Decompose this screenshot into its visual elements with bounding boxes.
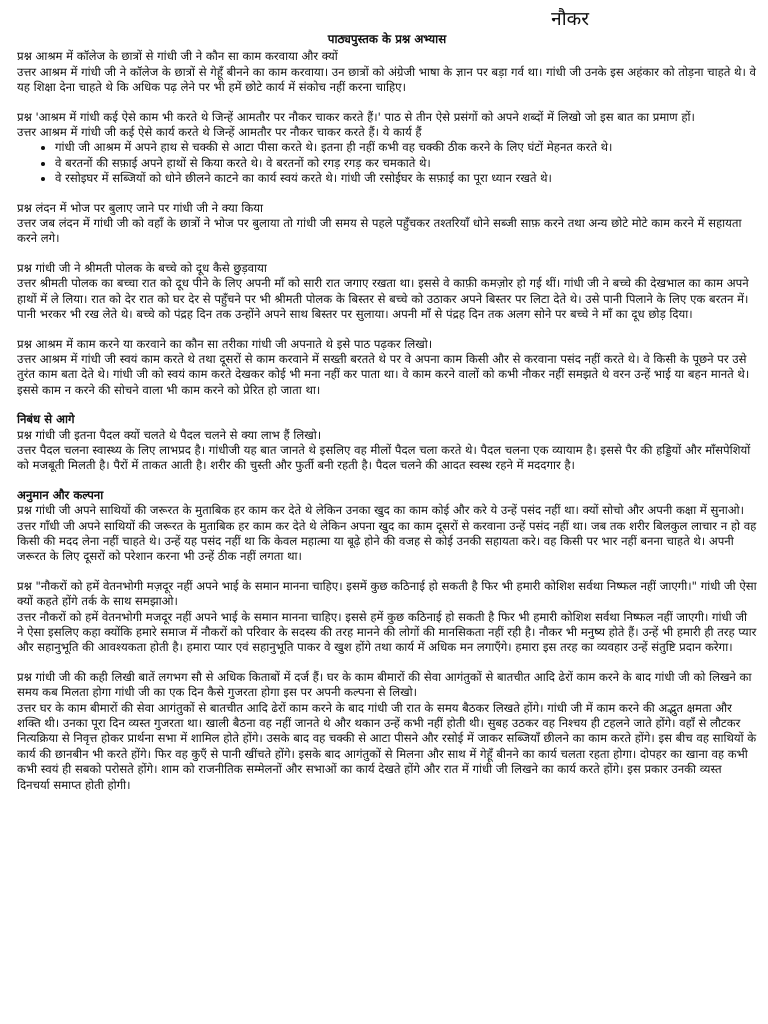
- section-heading: निबंध से आगे: [17, 412, 75, 427]
- answer-text: उत्तर घर के काम बीमारों की सेवा आगंतुकों से बातचीत आदि ढेरों काम करने के बाद गांधी जी रात के समय बैठकर लिखते होंगे। गांधी जी में काम करने की अद्भुत क्षमता और शक्ति थी। उनका पूरा दिन व्यस्त गुजरता था। खाली बैठना वह नहीं जानते थे और थकान उन्हें कभी नहीं होती थी। सुबह उठकर वह निश्चय ही टहलने जाते होंगे। वहाँ से लौटकर नित्यक्रिया से निवृत्त होकर प्रार्थना सभा में शामिल होते होंगे। उसके बाद वह चक्की से आटा पीसने और रसोई में जाकर सब्जियाँ छीलने का काम करते होंगे। इस बीच वह साथियों के कार्य की छानबीन भी करते होंगे। फिर वह कुएँ से पानी खींचते होंगे। इसके बाद आगंतुकों से मिलना और साथ में गेहूँ बीनने का कार्य चलता रहता होगा। दोपहर का खाना वह कभी कभी स्वयं ही सबको परोसते होंगे। शाम को राजनीतिक सम्मेलनों और सभाओं का कार्य देखते होंगे और रात में गांधी जी लिखने का कार्य करते होंगे। इस प्रकार उनकी व्यस्त दिनचर्या समाप्त होती होगी।: [17, 700, 757, 792]
- qa-block-8: [17, 579, 757, 656]
- answer-text: उत्तर आश्रम में गांधी जी ने कॉलेज के छात्रों से गेहूँ बीनने का काम करवाया। उन छात्रों को अंग्रेजी भाषा के ज्ञान पर बड़ा गर्व था। गांधी जी उनके इस अहंकार को तोड़ना चाहते थे। वे यह शिक्षा देना चाहते थे कि अधिक पढ़ लेने पर भी हमें छोटे कार्य में संकोच नहीं करना चाहिए।: [17, 64, 756, 95]
- page-title: नौकर: [551, 8, 589, 30]
- question-text: प्रश्न लंदन में भोज पर बुलाए जाने पर गांधी जी ने क्या किया: [17, 200, 264, 215]
- bullet-item: • गांधी जी आश्रम में अपने हाथ से चक्की से आटा पीसा करते थे। इतना ही नहीं कभी वह चक्की ठीक करने के लिए घंटों मेहनत करते थे।: [55, 140, 757, 155]
- answer-text: उत्तर आश्रम में गांधी जी स्वयं काम करते थे तथा दूसरों से काम करवाने में सख्ती बरतते थे पर वे अपना काम किसी और से करवाना पसंद नहीं करते थे। वे किसी के पूछने पर उसे तुरंत काम बता देते थे। गांधी जी को स्वयं काम करते देखकर कोई भी मना नहीं कर पाता था। वे काम करने वालों को कभी नौकर नहीं समझते थे वरन उन्हें भाई या बहन मानते थे। इससे काम न करने की सोचने वाला भी काम करने को प्रेरित हो जाता था।: [17, 351, 750, 397]
- answer-text: उत्तर आश्रम में गांधी जी कई ऐसे कार्य करते थे जिन्हें आमतौर पर नौकर चाकर करते हैं। ये कार्य हैं: [17, 125, 422, 140]
- qa-block-1: [17, 49, 757, 95]
- answer-text: उत्तर श्रीमती पोलक का बच्चा रात को दूध पीने के लिए अपनी माँ को सारी रात जगाए रखता था। इससे वे काफ़ी कमज़ोर हो गई थीं। गांधी जी ने बच्चे की देखभाल का काम अपने हाथों में ले लिया। रात को देर रात को घर देर से पहुँचने पर भी श्रीमती पोलक के बिस्तर से बच्चे को उठाकर अपने बिस्तर पर लिटा देते थे। उसे पानी पिलाने के लिए एक बरतन में। पानी भरकर भी रख लेते थे। बच्चे को पंद्रह दिन तक उन्होंने अपने साथ बिस्तर पर सुलाया। अपनी माँ से पंद्रह दिन तक अलग सोने पर बच्चे ने माँ का दूध छोड़ दिया।: [17, 276, 749, 322]
- document-page: [17, 0, 757, 793]
- question-text: प्रश्न गांधी जी अपने साथियों की जरूरत के मुताबिक हर काम कर देते थे लेकिन उनका खुद का काम कोई और करे ये उन्हें पसंद नहीं था। क्यों सोचो और अपनी कक्षा में सुनाओ।: [17, 503, 745, 518]
- qa-block-4: [17, 261, 757, 323]
- section-anuman: [17, 488, 757, 565]
- qa-block-2: [17, 110, 757, 187]
- bullet-item: • वे रसोइघर में सब्जियों को धोने छीलने काटने का कार्य स्वयं करते थे। गांधी जी रसोईघर के सफ़ाई का पूरा ध्यान रखते थे।: [55, 171, 757, 186]
- qa-block-9: [17, 670, 757, 793]
- question-text: प्रश्न "नौकरों को हमें वेतनभोगी मज़दूर नहीं अपने भाई के समान मानना चाहिए। इसमें कुछ कठिनाई हो सकती है फिर भी हमारी कोशिश सर्वथा निष्फल नहीं जाएगी।" गांधी जी ऐसा क्यों कहते होंगे तर्क के साथ समझाओ।: [17, 578, 757, 609]
- answer-text: उत्तर नौकरों को हमें वेतनभोगी मजदूर नहीं अपने भाई के समान मानना चाहिए। इससे हमें कुछ कठिनाई हो सकती है फिर भी हमारी कोशिश सर्वथा निष्फल नहीं जाएगी। गांधी जी ने ऐसा इसलिए कहा क्योंकि हमारे समाज में नौकरों को परिवार के सदस्य की तरह मानने की लोगों की मानसिकता नहीं रही है। नौकर भी मनुष्य होते हैं। उन्हें भी हमारी ही तरह प्यार और सहानुभूति की आवश्यकता होती है। हमारा प्यार एवं सहानुभूति पाकर वे खुश होंगे तथा कार्य में अधिक मन लगाएँगे। हमारा इस तरह का व्यवहार उन्हें संतुष्टि प्रदान करेगा।: [17, 609, 757, 655]
- question-text: प्रश्न आश्रम में कॉलेज के छात्रों से गांधी जी ने कौन सा काम करवाया और क्यों: [17, 49, 338, 64]
- qa-block-3: [17, 201, 757, 247]
- bullet-item: • वे बरतनों की सफ़ाई अपने हाथों से किया करते थे। वे बरतनों को रगड़ रगड़ कर चमकाते थे।: [55, 156, 757, 171]
- question-text: प्रश्न गांधी जी की कही लिखी बातें लगभग सौ से अधिक किताबों में दर्ज हैं। घर के काम बीमारों की सेवा आगंतुकों से बातचीत आदि ढेरों काम करने के बाद गांधी जी को लिखने का समय कब मिलता होगा गांधी जी का एक दिन कैसे गुजरता होगा इस पर अपनी कल्पना से लिखो।: [17, 669, 752, 700]
- qa-block-5: [17, 337, 757, 399]
- answer-text: उत्तर पैदल चलना स्वास्थ्य के लिए लाभप्रद है। गांधीजी यह बात जानते थे इसलिए वह मीलों पैदल चला करते थे। पैदल चलना एक व्यायाम है। इससे पैर की हड्डियों और माँसपेशियों को मजबूती मिलती है। पैरों में ताकत आती है। शरीर की चुस्ती और फुर्ती बनी रहती है। पैदल चलने की आदत स्वस्थ रहने में मददगार है।: [17, 442, 751, 473]
- section-heading: अनुमान और कल्पना: [17, 487, 104, 502]
- page-subtitle: पाठ्यपुस्तक के प्रश्न अभ्यास: [327, 32, 447, 46]
- question-text: प्रश्न गांधी जी ने श्रीमती पोलक के बच्चे को दूध कैसे छुड़वाया: [17, 260, 267, 275]
- section-nibandh: [17, 412, 757, 474]
- bullet-list: [17, 140, 757, 186]
- question-text: प्रश्न आश्रम में काम करने या करवाने का कौन सा तरीका गांधी जी अपनाते थे इसे पाठ पढ़कर लिखो।: [17, 336, 433, 351]
- answer-text: उत्तर गाँधी जी अपने साथियों की जरूरत के मुताबिक हर काम कर देते थे लेकिन अपना खुद का काम दूसरों से करवाना उन्हें पसंद नहीं था। जब तक शरीर बिलकुल लाचार न हो वह किसी की मदद लेना नहीं चाहते थे। उन्हें यह पसंद नहीं था कि केवल महात्मा या बूढ़े होने की वजह से कोई उनकी सहायता करे। वह किसी पर भार नहीं बनना चाहते थे। अपनी जरूरत के लिए दूसरों को परेशान करना भी उन्हें ठीक नहीं लगता था।: [17, 518, 757, 564]
- question-text: प्रश्न 'आश्रम में गांधी कई ऐसे काम भी करते थे जिन्हें आमतौर पर नौकर चाकर करते हैं।' पाठ से तीन ऐसे प्रसंगों को अपने शब्दों में लिखो जो इस बात का प्रमाण हों।: [17, 109, 695, 124]
- question-text: प्रश्न गांधी जी इतना पैदल क्यों चलते थे पैदल चलने से क्या लाभ हैं लिखो।: [17, 427, 322, 442]
- title-row: [17, 8, 757, 32]
- answer-text: उत्तर जब लंदन में गांधी जी को वहाँ के छात्रों ने भोज पर बुलाया तो गांधी जी समय से पहले पहुँचकर तश्तरियाँ धोने सब्जी साफ़ करने तथा अन्य छोटे मोटे काम करने में सहायता करने लगे।: [17, 216, 742, 246]
